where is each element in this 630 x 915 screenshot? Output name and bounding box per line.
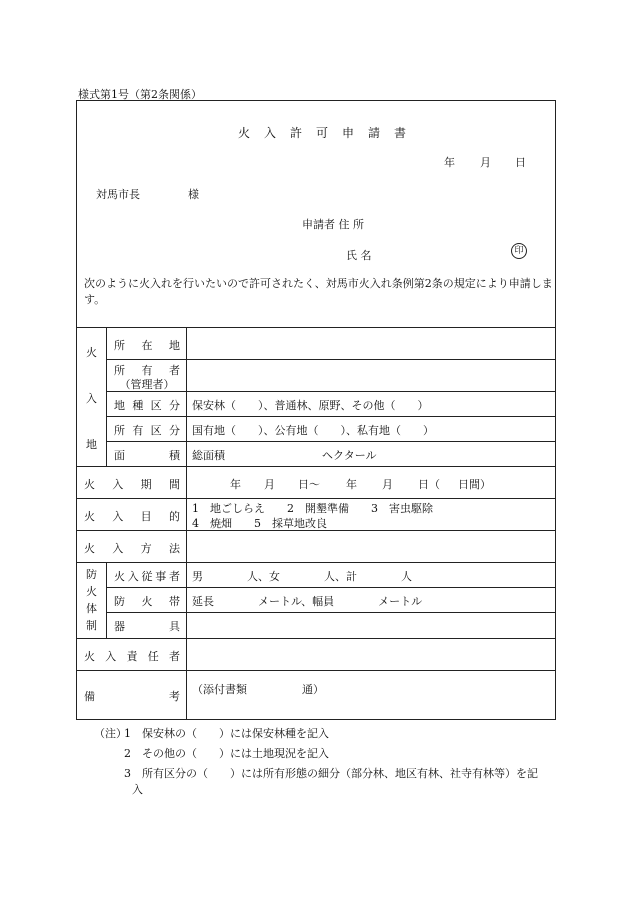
purpose-options-line-1: 1 地ごしらえ 2 開墾準備 3 害虫駆除	[192, 502, 433, 515]
remarks-value: （添付書類 通）	[192, 683, 324, 696]
responsible-label: 火 入 責 任 者	[84, 650, 180, 663]
period-year-2: 年	[346, 478, 357, 491]
date-year-label: 年	[444, 156, 455, 169]
honorific: 様	[188, 188, 199, 201]
group-fire-land-char: 入	[86, 392, 97, 405]
group-fire-prevention-char: 体	[86, 602, 97, 615]
period-day-1: 日〜	[298, 478, 320, 491]
workers-value: 男 人、女 人、計 人	[192, 570, 412, 583]
date-month-label: 月	[480, 156, 491, 169]
notes-label: （注）	[94, 727, 127, 740]
manager-label: （管理者）	[119, 378, 175, 391]
applicant-name-label: 氏 名	[346, 249, 372, 262]
ownership-category-value: 国有地（ ）、公有地（ ）、私有地（ ）	[192, 424, 434, 437]
row-divider	[106, 441, 556, 442]
group-fire-prevention-char: 火	[86, 585, 97, 598]
seal-mark: 印	[511, 243, 527, 259]
applicant-address-label: 申請者 住 所	[302, 218, 364, 231]
period-year-1: 年	[230, 478, 241, 491]
form-title: 火入許可申請書	[238, 126, 421, 140]
row-divider	[106, 359, 556, 360]
ownership-category-label: 所 有 区 分	[114, 424, 180, 437]
row-divider	[76, 498, 556, 499]
group-column-divider	[106, 562, 107, 638]
area-unit: ヘクタール	[322, 449, 377, 462]
firebreak-value: 延長 メートル、幅員 メートル	[192, 595, 423, 608]
form-reference: 様式第1号（第2条関係）	[78, 88, 202, 101]
row-divider	[76, 562, 556, 563]
group-column-divider	[106, 327, 107, 466]
note-item: 3 所有区分の（ ）には所有形態の細分（部分林、地区有林、社寺有林等）を記	[124, 767, 538, 780]
purpose-label: 火 入 目 的	[84, 510, 180, 523]
period-days: 日間）	[458, 478, 491, 491]
row-divider	[76, 670, 556, 671]
row-divider	[76, 638, 556, 639]
period-month-1: 月	[264, 478, 275, 491]
table-top-border	[76, 327, 556, 328]
equipment-label: 器 具	[114, 620, 180, 633]
group-fire-land-char: 火	[86, 346, 97, 359]
period-month-2: 月	[382, 478, 393, 491]
method-label: 火 入 方 法	[84, 542, 180, 555]
purpose-options-line-2: 4 焼畑 5 採草地改良	[192, 517, 327, 530]
addressee: 対馬市長	[96, 188, 140, 201]
label-column-divider	[186, 327, 187, 720]
period-day-2: 日（	[418, 478, 440, 491]
period-label: 火 入 期 間	[84, 478, 180, 491]
note-item-continuation: 入	[132, 783, 143, 796]
row-divider	[106, 612, 556, 613]
workers-label: 火 入 従 事 者	[114, 570, 180, 583]
request-statement: 次のように火入れを行いたいので許可されたく、対馬市火入れ条例第2条の規定により申請します。	[84, 277, 553, 306]
date-day-label: 日	[515, 156, 526, 169]
row-divider	[76, 466, 556, 467]
group-fire-prevention-char: 防	[86, 568, 97, 581]
firebreak-label: 防 火 帯	[114, 595, 180, 608]
area-label: 面 積	[114, 449, 180, 462]
remarks-label: 備 考	[84, 690, 180, 703]
row-divider	[106, 587, 556, 588]
note-item: 2 その他の（ ）には土地現況を記入	[124, 747, 329, 760]
location-label: 所 在 地	[114, 339, 180, 352]
area-prefix: 総面積	[192, 449, 225, 462]
row-divider	[106, 416, 556, 417]
group-fire-prevention-char: 制	[86, 619, 97, 632]
note-item: 1 保安林の（ ）には保安林種を記入	[124, 727, 329, 740]
land-category-value: 保安林（ ）、普通林、原野、その他（ ）	[192, 399, 429, 412]
owner-label: 所 有 者	[114, 364, 180, 377]
group-fire-land-char: 地	[86, 438, 97, 451]
land-category-label: 地 種 区 分	[114, 399, 180, 412]
